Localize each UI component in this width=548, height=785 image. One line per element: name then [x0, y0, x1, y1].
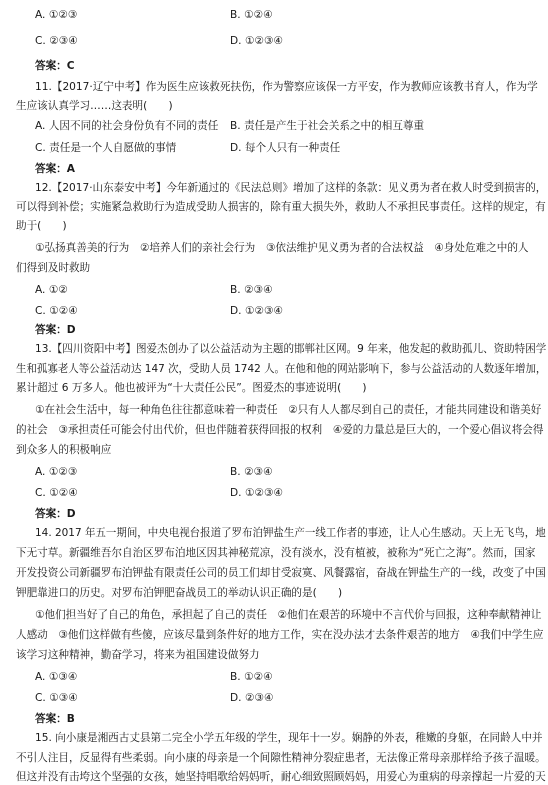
q11-option-c: C. 责任是一个人自愿做的事情: [35, 142, 177, 154]
q12-answer: 答案：D: [35, 324, 76, 336]
q12-option-d: D. ①②③④: [230, 305, 283, 317]
q12-stem-line-3: 助于( ): [16, 220, 67, 232]
q12-option-a: A. ①②: [35, 284, 68, 296]
q15-stem-line-1: 15. 向小康是湘西古丈县第二完全小学五年级的学生，现年十一岁。娴静的外表，稚嫩的身躯，在同龄人中并: [35, 732, 543, 744]
q12-stem-line-1: 12.【2017·山东泰安中考】今年新通过的《民法总则》增加了这样的条款：见义勇为者在救人时受到损害的，: [35, 182, 547, 194]
q13-option-b: B. ②③④: [230, 466, 273, 478]
q15-stem-line-2: 不引人注目，反显得有些柔弱。向小康的母亲是一个间隙性精神分裂症患者，无法像正常母亲那样给予孩子温暖。: [16, 752, 546, 764]
q14-option-b: B. ①②④: [230, 671, 273, 683]
q12-option-c: C. ①②④: [35, 305, 78, 317]
q11-stem-line-2: 生应该认真学习……这表明( ): [16, 100, 173, 112]
q13-stem-line-1: 13.【四川资阳中考】图爱杰创办了以公益活动为主题的邯郸社区网。9 年来，他发起的救助孤儿、资助特困学: [35, 343, 547, 355]
q14-items-line-2: 人感动 ③他们这样做有些傻，应该尽量到条件好的地方工作，实在没办法才去条件艰苦的地方 ④我们中学生应: [16, 629, 544, 641]
q14-stem-line-2: 下无寸草。新疆维吾尔自治区罗布泊地区因其神秘荒凉，没有淡水，没有植被，被称为“死亡之海”。然而，国家: [16, 547, 536, 559]
q13-option-c: C. ①②④: [35, 487, 78, 499]
q10-answer: 答案：C: [35, 60, 75, 72]
q12-items-line-2: 们得到及时救助: [16, 262, 91, 274]
q10-option-a: A. ①②③: [35, 9, 78, 21]
q14-stem-line-1: 14. 2017 年五一期间，中央电视台报道了罗布泊钾盐生产一线工作者的事迹，让人心生感动。天上无飞鸟，地: [35, 527, 546, 539]
q13-answer: 答案：D: [35, 508, 76, 520]
q14-option-c: C. ①③④: [35, 692, 78, 704]
q13-items-line-2: 的社会 ③承担责任可能会付出代价，但也伴随着获得回报的权利 ④爱的力量总是巨大的，一个爱心倡议将会得: [16, 424, 544, 436]
q13-stem-line-3: 累计超过 6 万多人。他也被评为“十大责任公民”。图爱杰的事迹说明( ): [16, 382, 367, 394]
q14-items-line-1: ①他们担当好了自己的角色，承担起了自己的责任 ②他们在艰苦的环境中不言代价与回报，这种奉献精神让: [35, 609, 542, 621]
q13-option-d: D. ①②③④: [230, 487, 283, 499]
q11-option-d: D. 每个人只有一种责任: [230, 142, 341, 154]
q11-option-a: A. 人因不同的社会身份负有不同的责任: [35, 120, 219, 132]
q10-option-b: B. ①②④: [230, 9, 273, 21]
q14-option-d: D. ②③④: [230, 692, 274, 704]
q10-option-d: D. ①②③④: [230, 35, 283, 47]
q11-stem-line-1: 11.【2017·辽宁中考】作为医生应该救死扶伤，作为警察应该保一方平安，作为教师应该教书育人，作为学: [35, 81, 538, 93]
q14-option-a: A. ①③④: [35, 671, 78, 683]
q14-stem-line-4: 钾肥靠进口的历史。对罗布泊钾肥奋战员工的举动认识正确的是( ): [16, 587, 343, 599]
q13-items-line-3: 到众多人的积极响应: [16, 444, 112, 456]
q12-option-b: B. ②③④: [230, 284, 273, 296]
q14-stem-line-3: 开发投资公司新疆罗布泊钾盐有限责任公司的员工们却甘受寂寞、风餐露宿，奋战在钾盐生产的一线，改变了中国: [16, 567, 546, 579]
q11-option-b: B. 责任是产生于社会关系之中的相互尊重: [230, 120, 425, 132]
q14-items-line-3: 该学习这种精神，勤奋学习，将来为祖国建设做努力: [16, 649, 260, 661]
q11-answer: 答案：A: [35, 163, 75, 175]
q14-answer: 答案：B: [35, 713, 75, 725]
q13-stem-line-2: 生和孤寡老人等公益活动达 147 次，受助人员 1742 人。在他和他的网站影响下，参与公益活动的人数逐年增加，: [16, 363, 547, 375]
q10-option-c: C. ②③④: [35, 35, 78, 47]
q12-items-line-1: ①弘扬真善美的行为 ②培养人们的亲社会行为 ③依法维护见义勇为者的合法权益 ④身处危难之中的人: [35, 242, 529, 254]
q12-stem-line-2: 可以得到补偿；实施紧急救助行为造成受助人损害的，除有重大损失外，救助人不承担民事责任。这样的规定，有: [16, 201, 546, 213]
q13-option-a: A. ①②③: [35, 466, 78, 478]
q13-items-line-1: ①在社会生活中，每一种角色往往都意味着一种责任 ②只有人人都尽到自己的责任，才能共同建设和谐美好: [35, 404, 542, 416]
q15-stem-line-3: 但这并没有击垮这个坚强的女孩，她坚持唱歌给妈妈听，耐心细致照顾妈妈，用爱心为重病的母亲撑起一片爱的天: [16, 771, 546, 783]
